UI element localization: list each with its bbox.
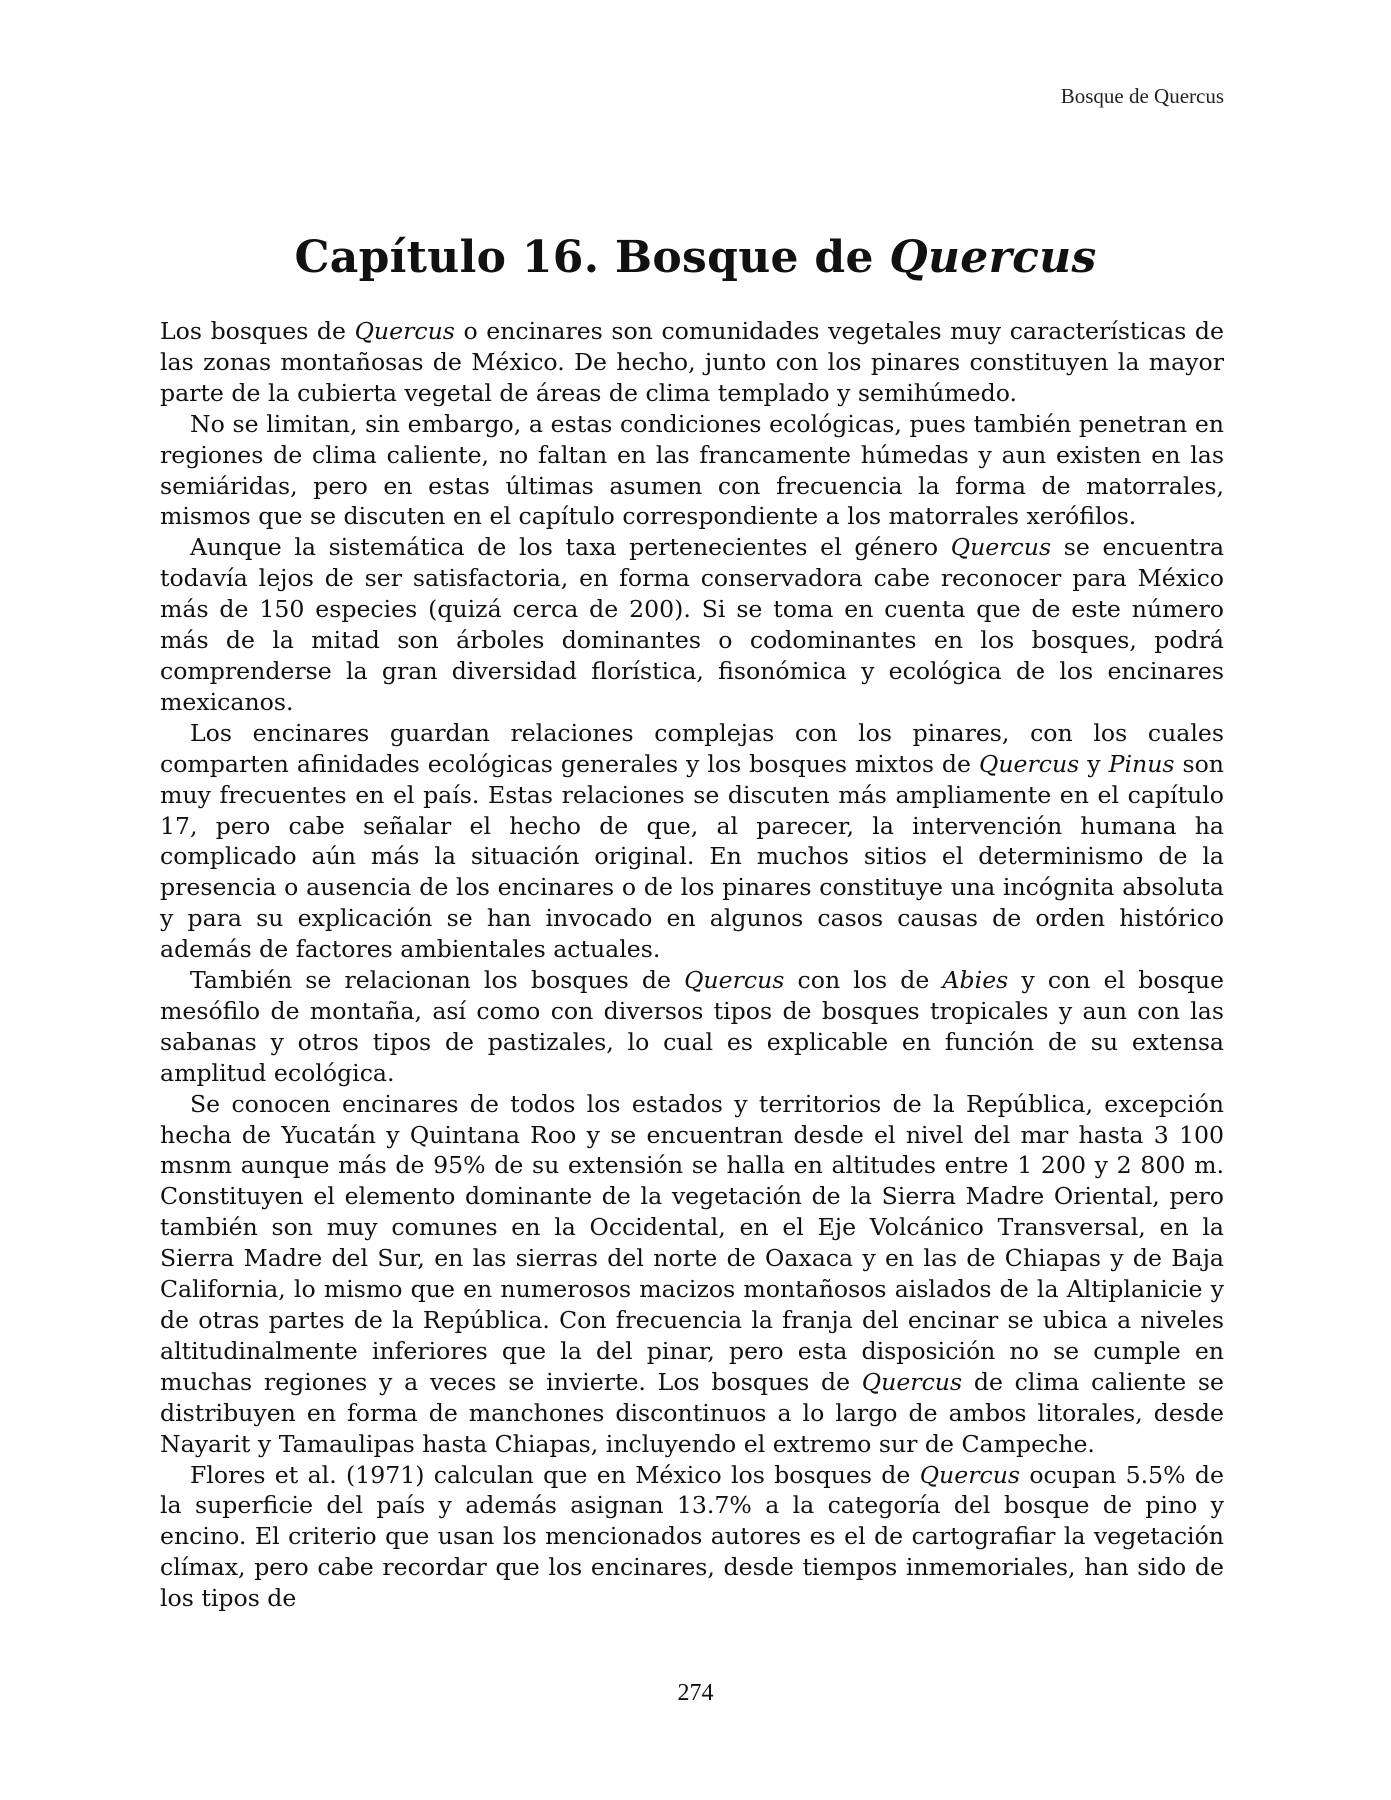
text-run: con los de: [784, 966, 943, 995]
text-run: y con el bosque mesófilo de montaña, así como con diversos tipos de bosques tropicales y aun con las sabanas y otros tipos de pastizales, lo cual es explicable en función de su extensa amplitud ecológica.: [160, 966, 1224, 1087]
text-run: son muy frecuentes en el país. Estas relaciones se discuten más ampliamente en el capítulo 17, pero cabe señalar el hecho de que, al parecer, la intervención humana ha complicado aún más la situación original. En muchos sitios el determinismo de la presencia o ausencia de los encinares o de los pinares constituye una incógnita absoluta y para su explicación se han invocado en algunos casos causas de orden histórico además de factores ambientales actuales.: [160, 749, 1224, 964]
italic-term: Quercus: [978, 749, 1080, 778]
italic-term: Quercus: [950, 533, 1052, 562]
paragraph-6: [160, 1089, 1224, 1460]
italic-term: Pinus: [1108, 749, 1175, 778]
paragraph-3: [160, 532, 1224, 717]
chapter-title: [0, 232, 1391, 283]
italic-term: Abies: [942, 966, 1009, 995]
chapter-title-prefix: Capítulo 16. Bosque de: [294, 232, 874, 283]
italic-term: Quercus: [684, 966, 785, 995]
text-run: ocupan 5.5% de la superficie del país y además asignan 13.7% a la categoría del bosque de pino y encino. El criterio que usan los mencionados autores es el de cartografiar la vegetación clímax, pero cabe recordar que los encinares, desde tiempos inmemoriales, han sido de los tipos de: [160, 1460, 1224, 1613]
text-run: de clima caliente se distribuyen en forma de manchones discontinuos a lo largo de ambos litorales, desde Nayarit y Tamaulipas hasta Chiapas, incluyendo el extremo sur de Campeche.: [160, 1367, 1224, 1458]
text-run: No se limitan, sin embargo, a estas condiciones ecológicas, pues también penetran en regiones de clima caliente, no faltan en las francamente húmedas y aun existen en las semiáridas, pero en estas últimas asumen con frecuencia la forma de matorrales, mismos que se discuten en el capítulo correspondiente a los matorrales xerófilos.: [160, 409, 1224, 531]
paragraph-7: [160, 1460, 1224, 1615]
paragraph-2: [160, 409, 1224, 533]
paragraph-1: [160, 316, 1224, 409]
text-run: Flores et al. (1971) calculan que en México los bosques de: [190, 1460, 920, 1489]
paragraph-4: [160, 718, 1224, 965]
text-run: Aunque la sistemática de los taxa pertenecientes el género: [190, 533, 951, 562]
text-run: se encuentra todavía lejos de ser satisfactoria, en forma conservadora cabe reconocer para México más de 150 especies (quizá cerca de 200). Si se toma en cuenta que de este número más de la mitad son árboles dominantes o codominantes en los bosques, podrá comprenderse la gran diversidad florística, fisonómica y ecológica de los encinares mexicanos.: [160, 533, 1225, 716]
text-run: Los encinares guardan relaciones complejas con los pinares, con los cuales comparten afinidades ecológicas generales y los bosques mixtos de: [160, 718, 1224, 778]
paragraph-5: [160, 965, 1224, 1089]
text-run: y: [1079, 749, 1109, 778]
running-header: Bosque de Quercus: [1060, 84, 1224, 108]
chapter-title-italic: Quercus: [889, 232, 1097, 283]
chapter-body: [160, 316, 1224, 1614]
text-run: Se conocen encinares de todos los estados y territorios de la República, excepción hecha de Yucatán y Quintana Roo y se encuentran desde el nivel del mar hasta 3 100 msnm aunque más de 95% de su extensión se halla en altitudes entre 1 200 y 2 800 m. Constituyen el elemento dominante de la vegetación de la Sierra Madre Oriental, pero también son muy comunes en la Occidental, en el Eje Volcánico Transversal, en la Sierra Madre del Sur, en las sierras del norte de Oaxaca y en las de Chiapas y de Baja California, lo mismo que en numerosos macizos montañosos aislados de la Altiplanicie y de otras partes de la República. Con frecuencia la franja del encinar se ubica a niveles altitudinalmente inferiores que la del pinar, pero esta disposición no se cumple en muchas regiones y a veces se invierte. Los bosques de: [160, 1089, 1224, 1396]
italic-term: Quercus: [861, 1367, 963, 1396]
page-number: 274: [677, 1680, 714, 1706]
text-run: También se relacionan los bosques de: [190, 966, 685, 995]
italic-term: Quercus: [919, 1460, 1020, 1489]
text-run: Los bosques de: [160, 317, 355, 345]
italic-term: Quercus: [354, 317, 455, 345]
text-run: o encinares son comunidades vegetales muy características de las zonas montañosas de México. De hecho, junto con los pinares constituyen la mayor parte de la cubierta vegetal de áreas de clima templado y semihúmedo.: [160, 317, 1224, 407]
